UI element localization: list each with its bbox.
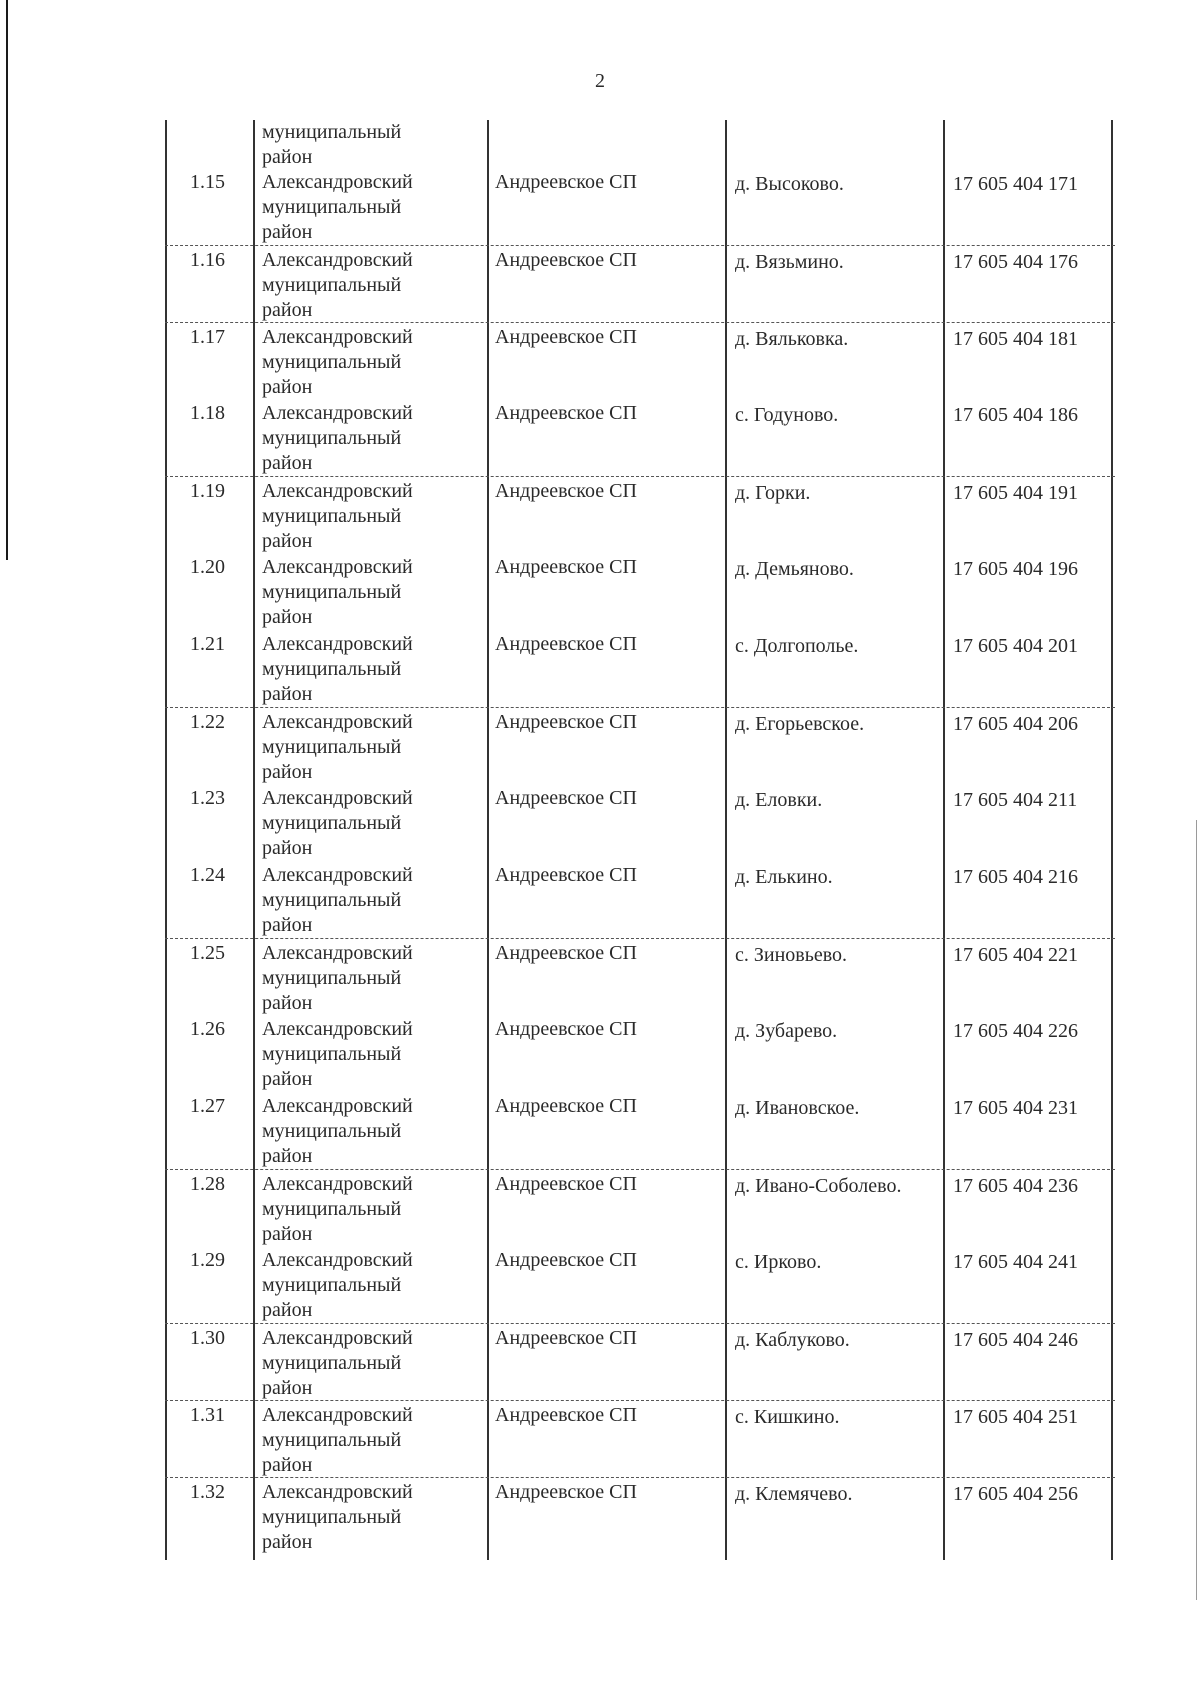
district-line: район [262,452,313,474]
row-number: 1.26 [190,1018,225,1040]
locality-cell: с. Годуново. [735,404,839,426]
scan-edge-mark-right [1196,820,1197,1600]
district-line: Александровский [262,1173,413,1195]
settlement-cell: Андреевское СП [495,480,637,502]
row-number: 1.25 [190,942,225,964]
code-cell: 17 605 404 221 [953,944,1078,966]
district-line: Александровский [262,633,413,655]
locality-cell: д. Каблуково. [735,1329,850,1351]
district-line: Александровский [262,864,413,886]
row-number: 1.31 [190,1404,225,1426]
district-line: Александровский [262,1095,413,1117]
code-cell: 17 605 404 176 [953,251,1078,273]
table-row [165,1323,1115,1401]
row-number: 1.23 [190,787,225,809]
locality-cell: д. Вяльковка. [735,328,849,350]
district-cell [262,553,492,630]
district-line: район [262,683,313,705]
locality-cell: с. Ирково. [735,1251,822,1273]
row-number: 1.28 [190,1173,225,1195]
district-cell [262,1478,492,1555]
district-line: муниципальный [262,658,402,680]
table-row [165,1246,1115,1323]
code-cell: 17 605 404 241 [953,1251,1078,1273]
table-row [165,1400,1115,1478]
district-line: район [262,1454,313,1476]
code-cell: 17 605 404 231 [953,1097,1078,1119]
district-cell [262,477,492,554]
district-line: муниципальный [262,505,402,527]
settlement-cell: Андреевское СП [495,249,637,271]
code-cell: 17 605 404 251 [953,1406,1078,1428]
district-cell [262,784,492,861]
locality-cell: д. Горки. [735,482,811,504]
district-line: район [262,606,313,628]
district-line: район [262,1223,313,1245]
settlement-cell: Андреевское СП [495,711,637,733]
settlement-cell: Андреевское СП [495,864,637,886]
district-cell [262,246,492,323]
row-number: 1.18 [190,402,225,424]
district-line: муниципальный [262,736,402,758]
district-line: муниципальный [262,196,402,218]
district-line: район [262,376,313,398]
settlement-cell: Андреевское СП [495,1404,637,1426]
district-line: район [262,1377,313,1399]
locality-cell: д. Ивановское. [735,1097,860,1119]
locality-cell: с. Зиновьево. [735,944,848,966]
row-number: 1.15 [190,171,225,193]
settlement-cell: Андреевское СП [495,942,637,964]
locality-cell: д. Елькино. [735,866,833,888]
district-line: Александровский [262,1327,413,1349]
code-cell: 17 605 404 201 [953,635,1078,657]
district-line: Александровский [262,1249,413,1271]
settlement-cell: Андреевское СП [495,556,637,578]
district-line: Александровский [262,249,413,271]
settlement-cell: Андреевское СП [495,402,637,424]
locality-cell: с. Долгополье. [735,635,859,657]
row-number: 1.20 [190,556,225,578]
settlement-cell: Андреевское СП [495,1173,637,1195]
code-cell: 17 605 404 246 [953,1329,1078,1351]
district-cell [262,708,492,785]
settlement-cell: Андреевское СП [495,1249,637,1271]
row-number: 1.22 [190,711,225,733]
district-line: Александровский [262,787,413,809]
district-cell [262,630,492,707]
district-line: район [262,837,313,859]
district-cell [262,1401,492,1478]
code-cell: 17 605 404 216 [953,866,1078,888]
district-line: Александровский [262,171,413,193]
page-number: 2 [595,70,605,92]
district-line: муниципальный [262,427,402,449]
district-line: Александровский [262,326,413,348]
district-line: муниципальный [262,351,402,373]
row-number: 1.19 [190,480,225,502]
row-number: 1.29 [190,1249,225,1271]
district-line: район [262,992,313,1014]
settlement-cell: Андреевское СП [495,1018,637,1040]
district-line: район [262,1145,313,1167]
district-line: район [262,530,313,552]
row-number: 1.16 [190,249,225,271]
district-cell [262,1246,492,1323]
district-line: муниципальный [262,1429,402,1451]
code-cell: 17 605 404 236 [953,1175,1078,1197]
table-row [165,399,1115,476]
table-row [165,1015,1115,1092]
continuation-line: муниципальный [262,121,402,143]
code-cell: 17 605 404 206 [953,713,1078,735]
district-line: муниципальный [262,1120,402,1142]
district-cell [262,1170,492,1247]
locality-cell: д. Зубарево. [735,1020,838,1042]
settlement-cell: Андреевское СП [495,787,637,809]
district-line: район [262,221,313,243]
district-line: Александровский [262,1018,413,1040]
district-line: муниципальный [262,967,402,989]
code-cell: 17 605 404 186 [953,404,1078,426]
district-cell [262,399,492,476]
table-row [165,553,1115,630]
district-line: район [262,914,313,936]
district-line: район [262,761,313,783]
district-cell [262,1092,492,1169]
row-number: 1.21 [190,633,225,655]
settlement-cell: Андреевское СП [495,326,637,348]
table-row [165,707,1115,785]
district-line: Александровский [262,480,413,502]
table-row [165,168,1115,245]
table-row [165,322,1115,400]
district-line: район [262,1531,313,1553]
table-row [165,861,1115,938]
table-row [165,938,1115,1016]
locality-cell: д. Ивано-Соболево. [735,1175,902,1197]
district-cell [262,1015,492,1092]
code-cell: 17 605 404 171 [953,173,1078,195]
table-row [165,630,1115,707]
district-cell [262,861,492,938]
district-cell [262,939,492,1016]
row-number: 1.30 [190,1327,225,1349]
code-cell: 17 605 404 196 [953,558,1078,580]
district-line: муниципальный [262,1506,402,1528]
district-line: Александровский [262,556,413,578]
district-line: муниципальный [262,1043,402,1065]
table-row [165,1169,1115,1247]
district-line: Александровский [262,1481,413,1503]
row-number: 1.32 [190,1481,225,1503]
locality-cell: д. Демьяново. [735,558,854,580]
locality-cell: д. Высоково. [735,173,844,195]
continuation-line: район [262,146,313,168]
code-cell: 17 605 404 226 [953,1020,1078,1042]
district-line: муниципальный [262,1352,402,1374]
district-cell [262,323,492,400]
district-line: муниципальный [262,1274,402,1296]
district-line: муниципальный [262,812,402,834]
code-cell: 17 605 404 256 [953,1483,1078,1505]
settlements-table [165,120,1115,1560]
district-line: район [262,299,313,321]
district-line: муниципальный [262,1198,402,1220]
district-line: Александровский [262,942,413,964]
code-cell: 17 605 404 181 [953,328,1078,350]
settlement-cell: Андреевское СП [495,1327,637,1349]
settlement-cell: Андреевское СП [495,1095,637,1117]
locality-cell: д. Еловки. [735,789,823,811]
district-line: район [262,1068,313,1090]
table-row [165,476,1115,554]
district-cell [262,1324,492,1401]
locality-cell: д. Вязьмино. [735,251,844,273]
code-cell: 17 605 404 211 [953,789,1078,811]
settlement-cell: Андреевское СП [495,1481,637,1503]
row-number: 1.17 [190,326,225,348]
code-cell: 17 605 404 191 [953,482,1078,504]
locality-cell: д. Егорьевское. [735,713,865,735]
locality-cell: д. Клемячево. [735,1483,853,1505]
row-number: 1.27 [190,1095,225,1117]
district-line: Александровский [262,402,413,424]
row-number: 1.24 [190,864,225,886]
table-row [165,1477,1115,1555]
district-line: муниципальный [262,889,402,911]
district-line: Александровский [262,711,413,733]
district-line: Александровский [262,1404,413,1426]
settlement-cell: Андреевское СП [495,171,637,193]
district-cell [262,168,492,245]
continuation-cell [262,120,492,170]
table-row [165,245,1115,323]
table-row [165,784,1115,861]
table-row [165,1092,1115,1169]
district-line: муниципальный [262,581,402,603]
settlement-cell: Андреевское СП [495,633,637,655]
district-line: район [262,1299,313,1321]
district-line: муниципальный [262,274,402,296]
locality-cell: с. Кишкино. [735,1406,840,1428]
